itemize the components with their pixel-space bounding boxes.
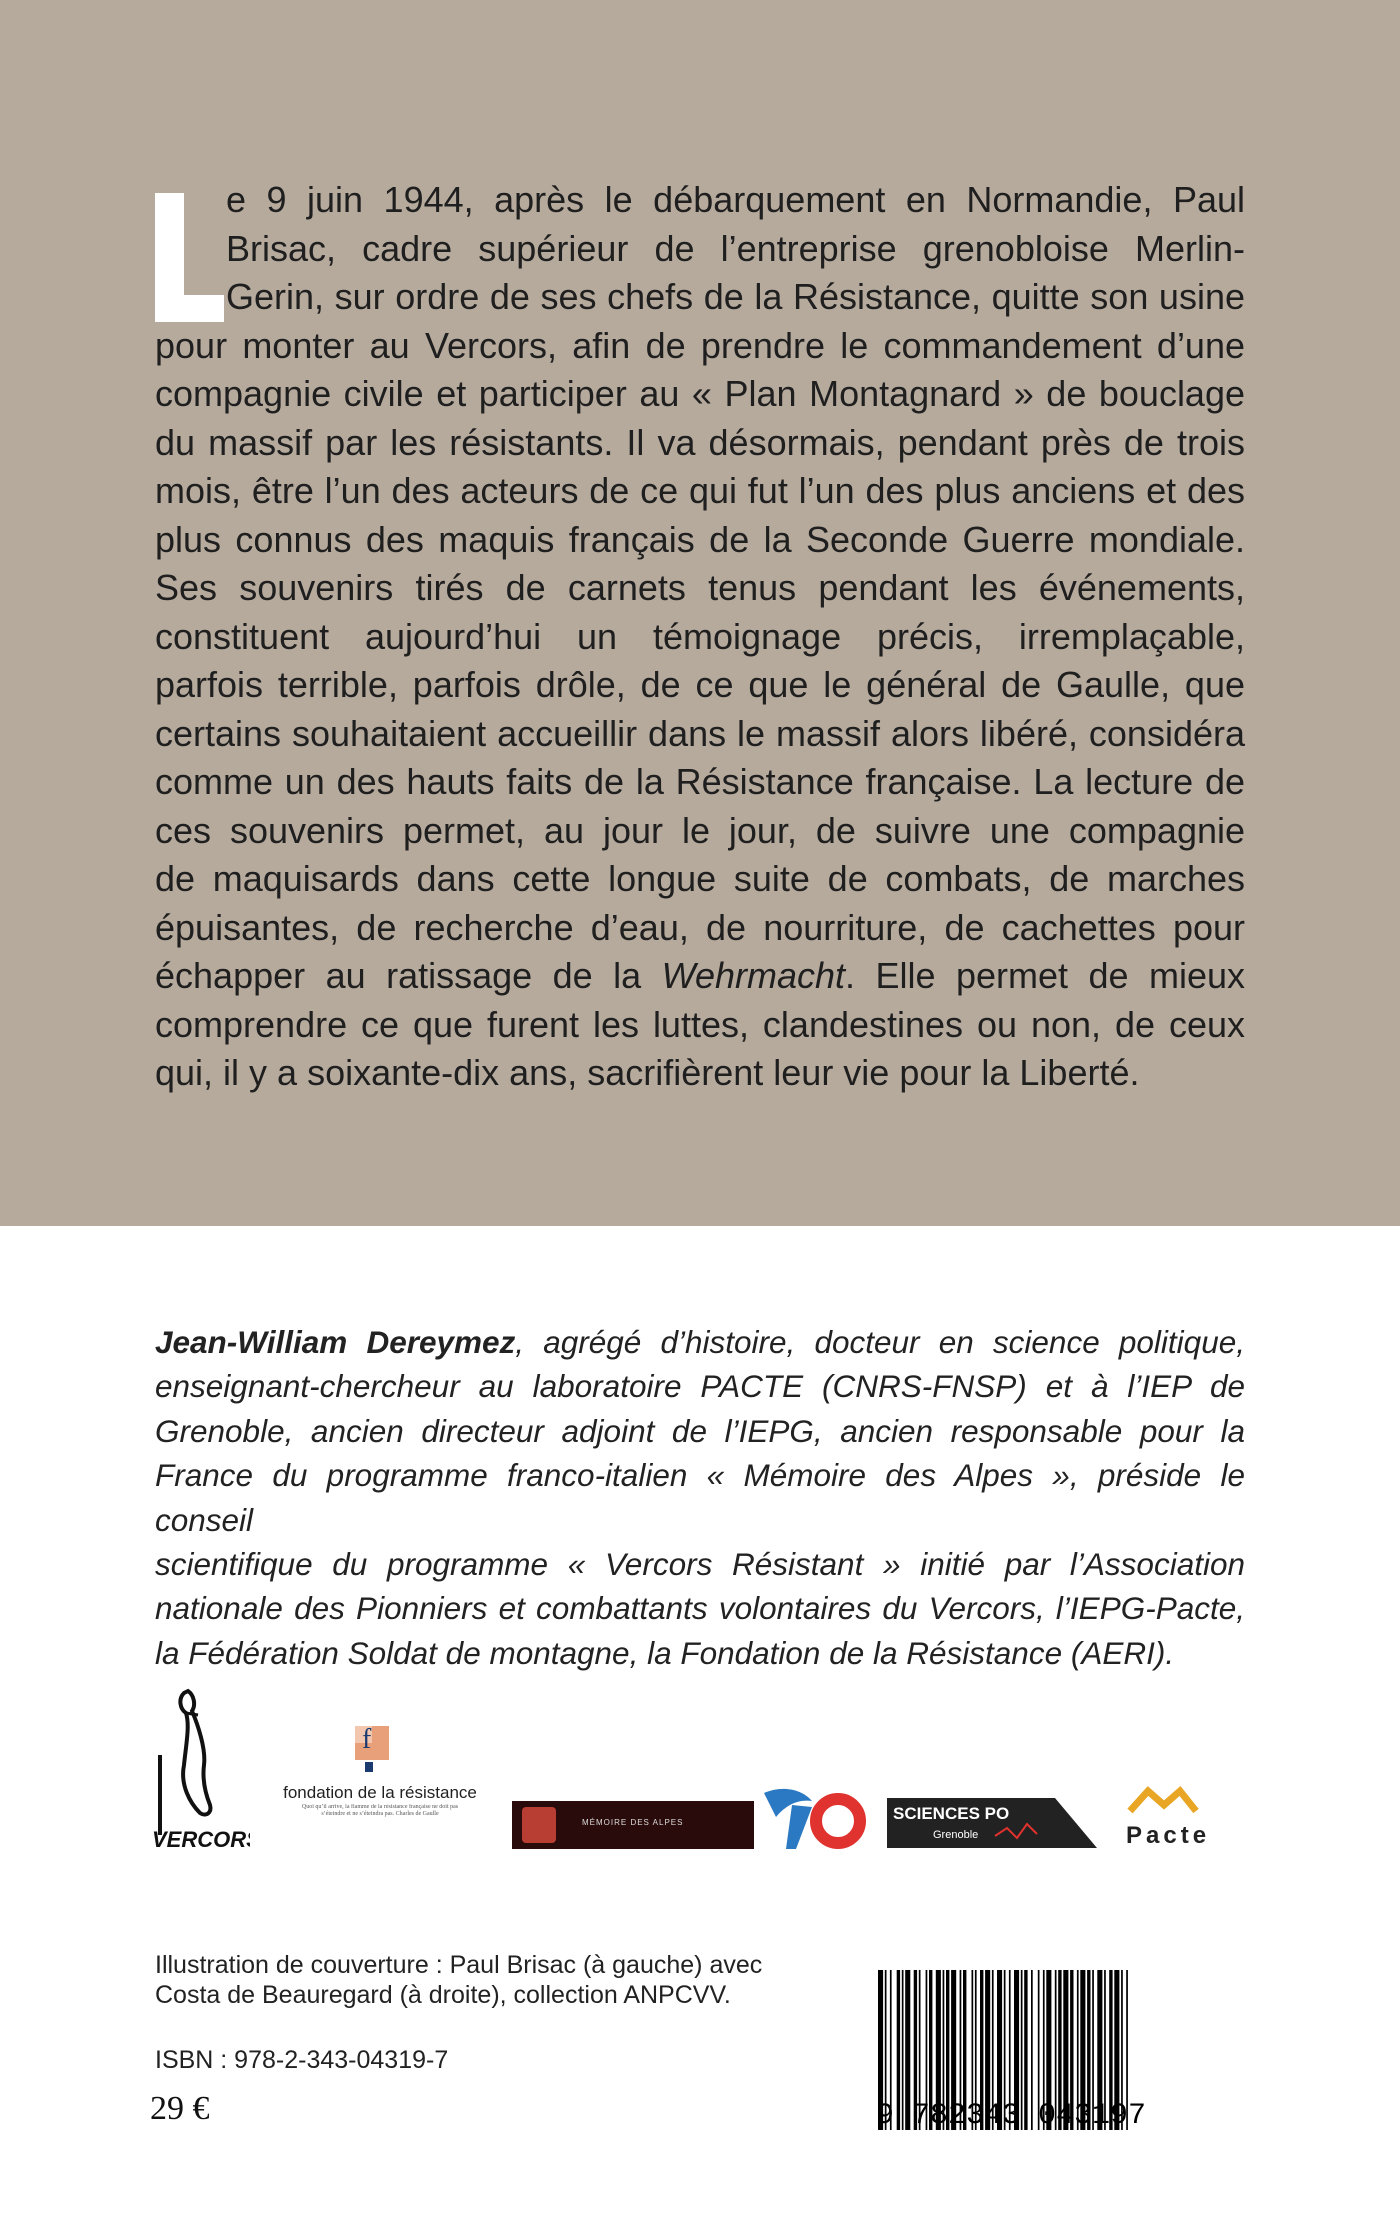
blurb-line: constituent aujourd’hui un témoignage précis, irremplaçable, [155,615,1245,657]
author-bio [155,1320,1245,1675]
pacte-logo [1120,1781,1240,1851]
bio-line: France du programme franco-italien « Mémoire des Alpes », préside le conseil [155,1457,1245,1538]
bio-line: scientifique du programme « Vercors Résistant » initié par l’Association [155,1546,1245,1583]
blurb-line: ces souvenirs permet, au jour le jour, de suivre une compagnie [155,809,1245,851]
svg-text:Pacte: Pacte [1126,1822,1211,1849]
svg-text:fondation de la résistance: fondation de la résistance [283,1783,477,1802]
svg-text:SCIENCES PO: SCIENCES PO [893,1804,1010,1823]
back-cover-blurb [155,176,1245,1098]
blurb-line: du massif par les résistants. Il va désormais, pendant près de trois [155,421,1245,463]
blurb-line: e 9 juin 1944, après le débarquement en Normandie, Paul [226,179,1245,220]
blurb-line: échapper au ratissage de la Wehrmacht. Elle permet de mieux [155,955,1246,996]
svg-text:70: 70 [820,1828,822,1829]
bio-line: Grenoble, ancien directeur adjoint de l’IEPG, ancien responsable pour la [155,1412,1245,1449]
blurb-line: qui, il y a soixante-dix ans, sacrifièrent leur vie pour la Liberté. [155,1052,1140,1093]
blurb-line: pour monter au Vercors, afin de prendre le commandement d’une [155,324,1245,366]
bio-line: la Fédération Soldat de montagne, la Fondation de la Résistance (AERI). [155,1634,1175,1671]
svg-text:Grenoble: Grenoble [933,1829,979,1841]
bio-line: nationale des Pionniers et combattants volontaires du Vercors, l’IEPG-Pacte, [155,1590,1245,1627]
blurb-line: compagnie civile et participer au « Plan Montagnard » de bouclage [155,373,1245,414]
price: 29 € [150,2090,210,2127]
blurb-line: de maquisards dans cette longue suite de combats, de marches [155,858,1245,899]
isbn: ISBN : 978-2-343-04319-7 [155,2046,449,2074]
blurb-line: Brisac, cadre supérieur de l’entreprise grenobloise Merlin- [226,227,1245,269]
wehrmacht-italic: Wehrmacht [661,955,846,996]
blurb-line: Ses souvenirs tirés de carnets tenus pendant les événements, [155,567,1245,608]
blurb-line: épuisantes, de recherche d’eau, de nourriture, de cachettes pour [155,906,1245,948]
blurb-line: comme un des hauts faits de la Résistance française. La lecture de [155,761,1245,802]
bio-line: Jean-William Dereymez, agrégé d’histoire, docteur en science politique, [155,1324,1245,1360]
fondation-logo: f fondation de la résistance Quoi qu’il arrive, la flamme de la résistance française ne doit pas s’éteindre et ne s’éteindra pas. Charles de Gaulle [283,1724,477,1817]
blurb-line: plus connus des maquis français de la Seconde Guerre mondiale. [155,518,1245,560]
vercors-logo-text: VERCORS [152,1827,250,1852]
memoire-des-alpes-logo: MÉMOIRE DES ALPES [512,1801,754,1849]
bio-line: enseignant-chercheur au laboratoire PACTE (CNRS-FNSP) et à l’IEP de [155,1368,1245,1405]
blurb-line: comprendre ce que furent les luttes, clandestines ou non, de ceux [155,1003,1245,1045]
author-name: Jean-William Dereymez [155,1324,516,1360]
blurb-line: parfois terrible, parfois drôle, de ce que le général de Gaulle, que [155,664,1245,705]
blurb-line: certains souhaitaient accueillir dans le massif alors libéré, considéra [155,712,1245,754]
barcode-digits: 9 782343 043197 [876,2099,1147,2133]
vercors-logo [150,1685,250,1855]
svg-text:f: f [362,1724,372,1755]
sciencespo-grenoble-logo [887,1798,1097,1848]
seventy-years-logo [762,1783,867,1855]
cover-illustration-credit: Illustration de couverture : Paul Brisac (à gauche) avec Costa de Beauregard (à droite), collection ANPCVV. [155,1951,763,2009]
blurb-line: mois, être l’un des acteurs de ce qui fut l’un des plus anciens et des [155,470,1245,511]
blurb-line: Gerin, sur ordre de ses chefs de la Résistance, quitte son usine [226,276,1245,317]
partner-logos [150,1685,1250,1870]
